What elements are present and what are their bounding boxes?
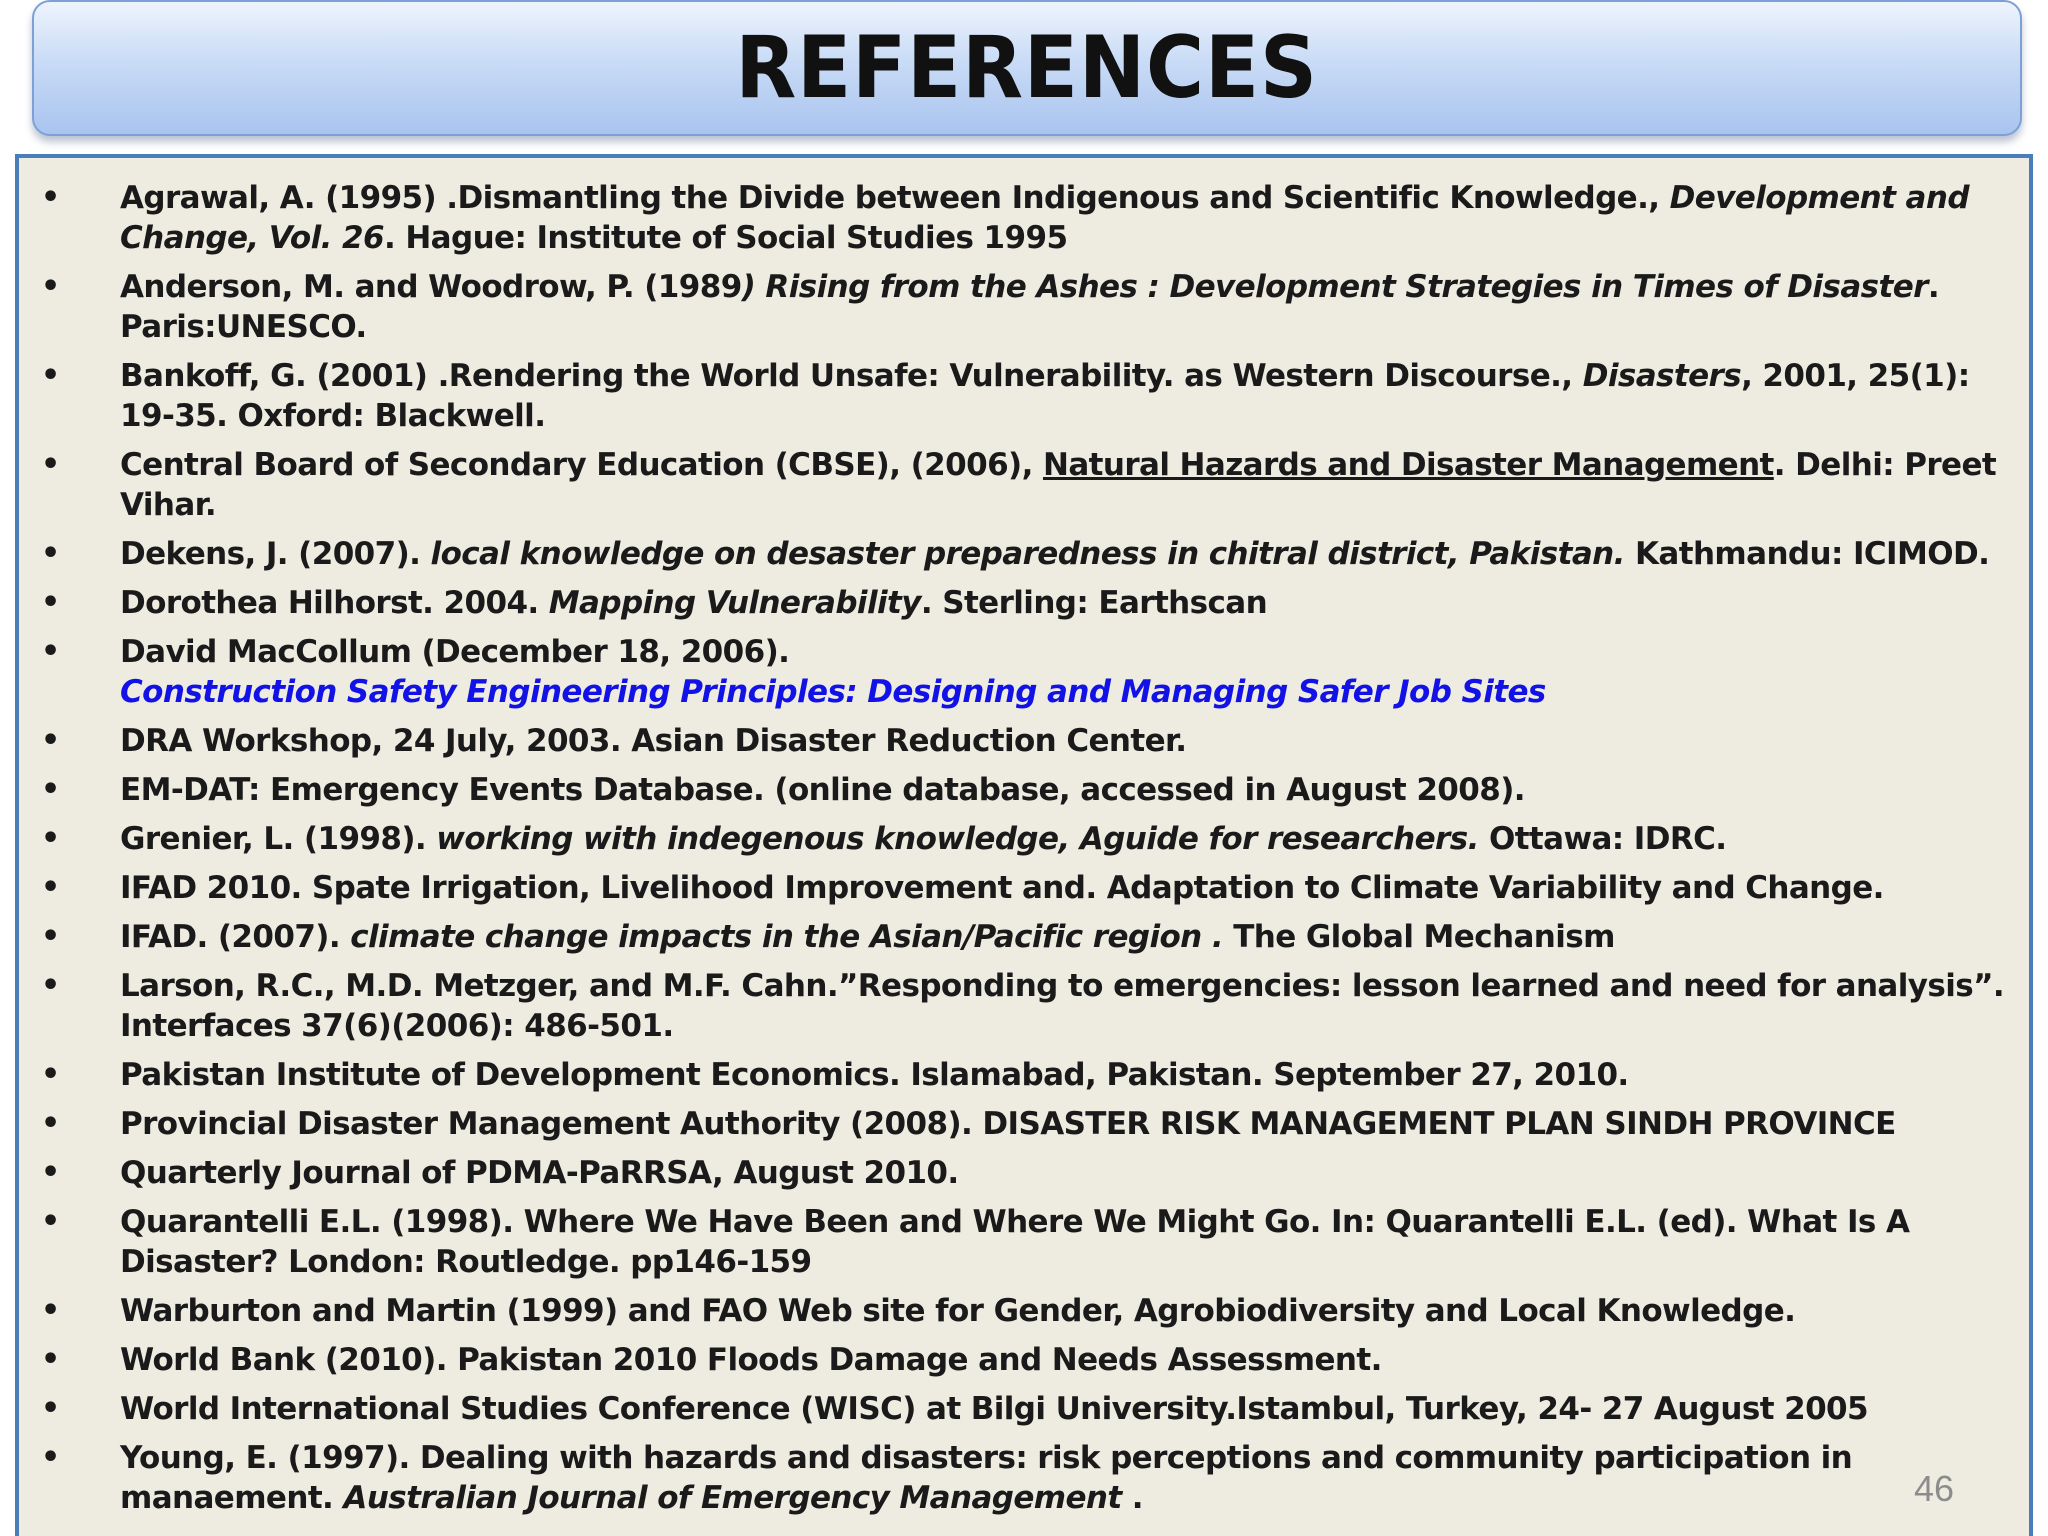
reference-item: • World Bank (2010). Pakistan 2010 Floods Damage and Needs Assessment. [41, 1342, 1382, 1378]
reference-item: • David MacCollum (December 18, 2006). Construction Safety Engineering Principles: Designing and Managing Safer Job Sites [41, 634, 1546, 710]
reference-item: • DRA Workshop, 24 July, 2003. Asian Disaster Reduction Center. [41, 723, 1187, 759]
bullet-icon: • [41, 1391, 60, 1426]
slide-title: REFERENCES [735, 18, 1319, 118]
reference-item: • IFAD. (2007). climate change impacts in the Asian/Pacific region . The Global Mechanism [41, 919, 1615, 955]
bullet-icon: • [41, 180, 60, 215]
bullet-icon: • [41, 1440, 60, 1475]
bullet-icon: • [41, 634, 60, 669]
reference-item: • Pakistan Institute of Development Economics. Islamabad, Pakistan. September 27, 2010. [41, 1057, 1629, 1093]
reference-item: • Dekens, J. (2007). local knowledge on desaster preparedness in chitral district, Pakistan. Kathmandu: ICIMOD. [41, 536, 1990, 572]
bullet-icon: • [41, 358, 60, 393]
reference-item: • Dorothea Hilhorst. 2004. Mapping Vulnerability. Sterling: Earthscan [41, 585, 1268, 621]
references-panel [15, 154, 2033, 1536]
reference-item: • Larson, R.C., M.D. Metzger, and M.F. Cahn.”Responding to emergencies: lesson learned and need for analysis”. Interfaces 37(6)(2006): 486-501. [41, 968, 2005, 1044]
reference-item: • Quarterly Journal of PDMA-PaRRSA, August 2010. [41, 1155, 959, 1191]
reference-item: • Bankoff, G. (2001) .Rendering the World Unsafe: Vulnerability. as Western Discourse., Disasters, 2001, 25(1): 19-35. Oxford: Blackwell. [41, 358, 1970, 434]
bullet-icon: • [41, 447, 60, 482]
page-number: 46 [1914, 1468, 1955, 1509]
bullet-icon: • [41, 536, 60, 571]
reference-item: • Central Board of Secondary Education (CBSE), (2006), Natural Hazards and Disaster Management. Delhi: Preet Vihar. [41, 447, 1997, 523]
bullet-icon: • [41, 1293, 60, 1328]
bullet-icon: • [41, 968, 60, 1003]
title-bar [32, 0, 2022, 136]
bullet-icon: • [41, 723, 60, 758]
reference-list [19, 158, 2029, 1518]
bullet-icon: • [41, 870, 60, 905]
bullet-icon: • [41, 269, 60, 304]
reference-link[interactable]: Construction Safety Engineering Principles: Designing and Managing Safer Job Sites [120, 674, 1546, 710]
reference-item: • Warburton and Martin (1999) and FAO Web site for Gender, Agrobiodiversity and Local Knowledge. [41, 1293, 1796, 1329]
bullet-icon: • [41, 1057, 60, 1092]
bullet-icon: • [41, 1155, 60, 1190]
reference-item: • Young, E. (1997). Dealing with hazards and disasters: risk perceptions and community participation in manaement. Australian Journal of Emergency Management . [41, 1440, 1853, 1516]
reference-item: • Agrawal, A. (1995) .Dismantling the Divide between Indigenous and Scientific Knowledge., Development and Change, Vol. 26. Hague: Institute of Social Studies 1995 [41, 180, 1969, 256]
bullet-icon: • [41, 1342, 60, 1377]
reference-item: • Anderson, M. and Woodrow, P. (1989) Rising from the Ashes : Development Strategies in Times of Disaster. Paris:UNESCO. [41, 269, 1940, 345]
bullet-icon: • [41, 919, 60, 954]
bullet-icon: • [41, 821, 60, 856]
reference-item: • Provincial Disaster Management Authority (2008). DISASTER RISK MANAGEMENT PLAN SINDH PROVINCE [41, 1106, 1896, 1142]
reference-item: • IFAD 2010. Spate Irrigation, Livelihood Improvement and. Adaptation to Climate Variability and Change. [41, 870, 1884, 906]
bullet-icon: • [41, 1204, 60, 1239]
reference-item: • EM-DAT: Emergency Events Database. (online database, accessed in August 2008). [41, 772, 1525, 808]
bullet-icon: • [41, 772, 60, 807]
bullet-icon: • [41, 585, 60, 620]
bullet-icon: • [41, 1106, 60, 1141]
reference-item: • Quarantelli E.L. (1998). Where We Have Been and Where We Might Go. In: Quarantelli E.L. (ed). What Is A Disaster? London: Routledge. pp146-159 [41, 1204, 1910, 1280]
reference-item: • World International Studies Conference (WISC) at Bilgi University.Istambul, Turkey, 24- 27 August 2005 [41, 1391, 1868, 1427]
reference-item: • Grenier, L. (1998). working with indegenous knowledge, Aguide for researchers. Ottawa: IDRC. [41, 821, 1727, 857]
